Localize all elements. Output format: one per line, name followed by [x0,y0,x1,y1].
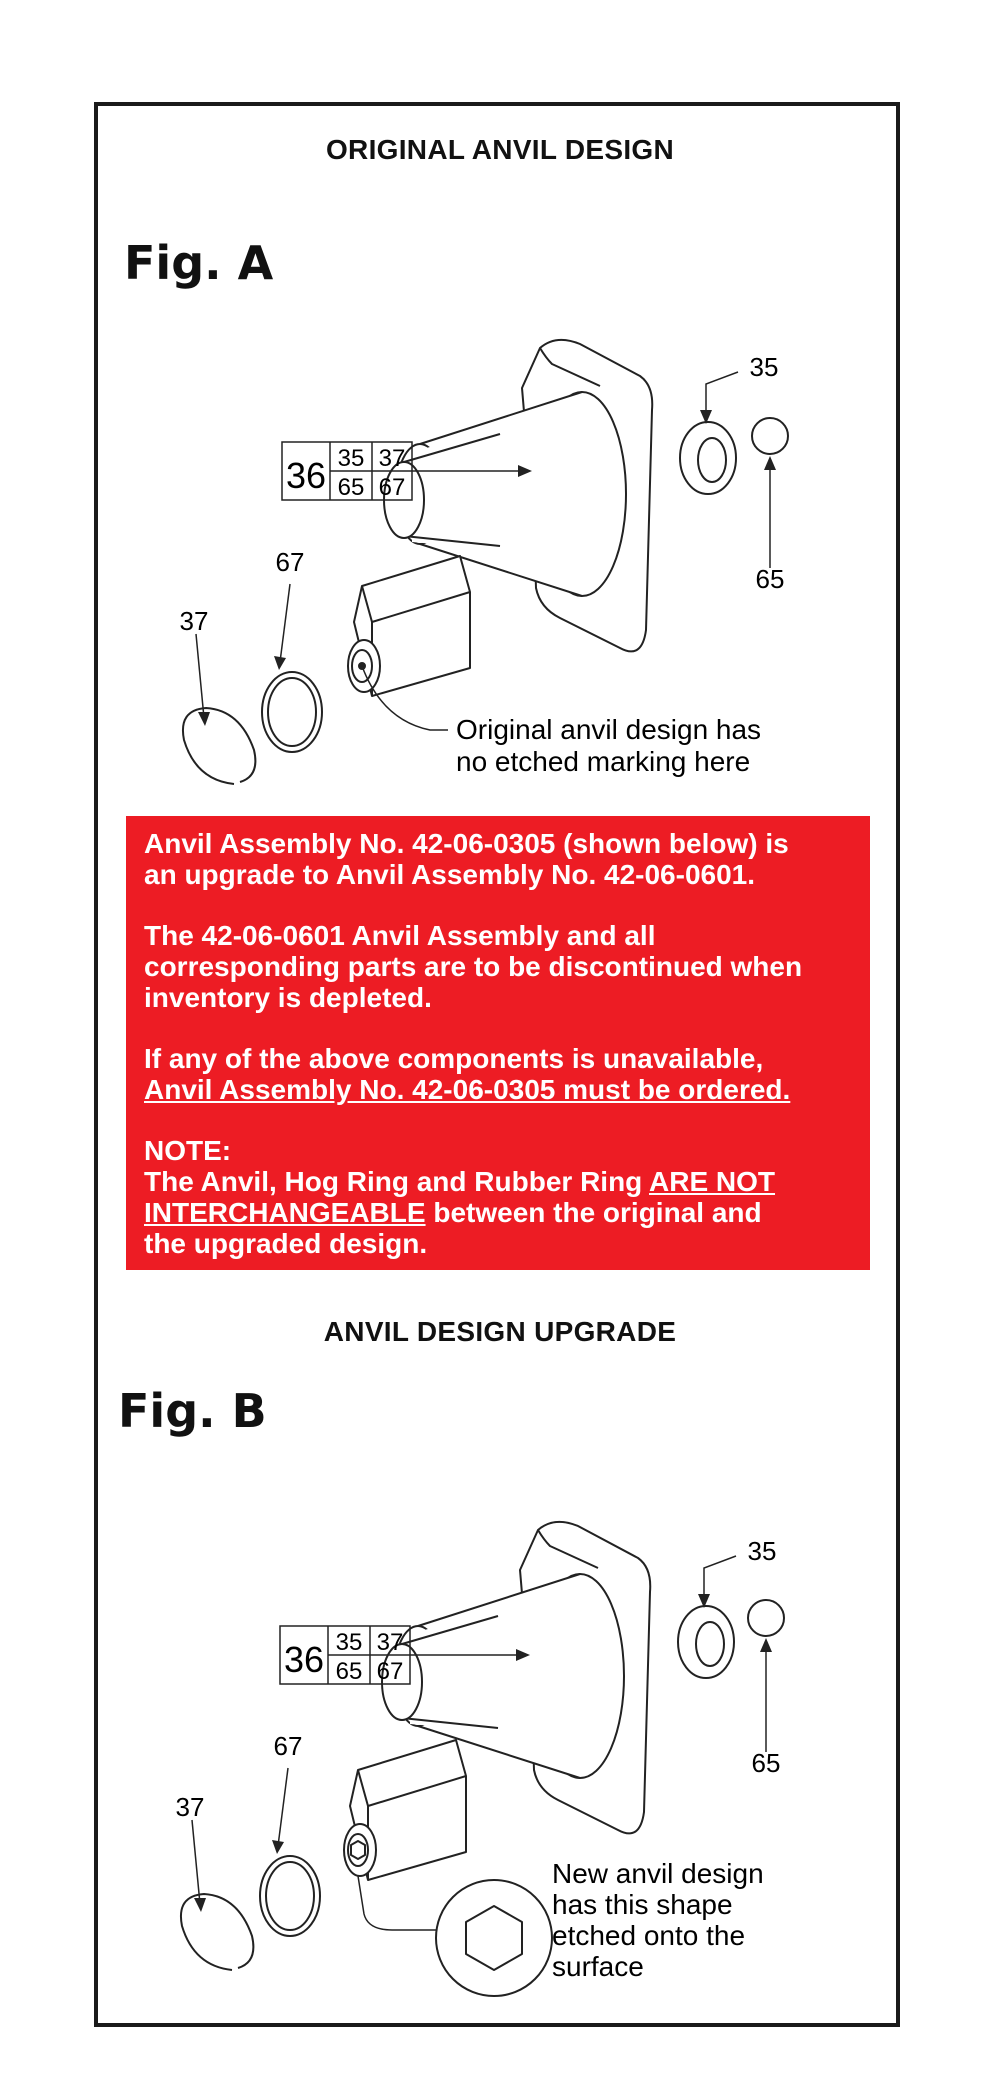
notice-note-title: NOTE: [144,1135,232,1166]
callout-65: 65 [751,1748,781,1778]
table-main-number: 36 [285,455,327,496]
table-cell-35: 35 [335,1629,363,1656]
notice-note-underline-2: INTERCHANGEABLE [144,1197,426,1228]
table-main-number: 36 [283,1639,325,1680]
notice-note [144,1135,852,1259]
table-cell-67: 67 [378,474,406,501]
notice-p2-line3: inventory is depleted. [144,982,432,1013]
original-note-line2: no etched marking here [456,746,751,777]
table-cell-65: 65 [337,474,365,501]
original-design-heading: ORIGINAL ANVIL DESIGN [325,134,675,165]
new-note-line3: etched onto the [552,1920,746,1951]
fig-b-illustration [0,1510,1000,2010]
callout-67: 67 [275,547,305,577]
new-note-line4: surface [552,1951,644,1982]
upgrade-notice-box [126,816,870,1270]
table-cell-37: 37 [376,1629,404,1656]
callout-37: 37 [175,1792,205,1822]
callout-37: 37 [179,606,209,636]
new-note-line1: New anvil design [552,1858,764,1889]
upgrade-design-heading: ANVIL DESIGN UPGRADE [323,1316,677,1347]
fig-a-label: Fig. A [124,236,274,290]
callout-35: 35 [747,1536,777,1566]
notice-p3-line2: Anvil Assembly No. 42-06-0305 must be ordered. [144,1074,791,1105]
original-note-line1: Original anvil design has [456,714,762,745]
notice-p3-line1: If any of the above components is unavailable, [144,1043,764,1074]
callout-67: 67 [273,1731,303,1761]
notice-note-end: the upgraded design. [144,1228,428,1259]
notice-paragraph-3 [144,1043,852,1105]
callout-65: 65 [755,564,785,594]
table-cell-65: 65 [335,1658,363,1685]
notice-paragraph-1 [144,828,852,890]
table-cell-35: 35 [337,445,365,472]
notice-paragraph-2 [144,920,852,1013]
notice-p1-line1: Anvil Assembly No. 42-06-0305 (shown below) is [144,828,789,859]
notice-note-underline-1: ARE NOT [649,1166,776,1197]
notice-p1-line2: an upgrade to Anvil Assembly No. 42-06-0601. [144,859,756,890]
table-cell-67: 67 [376,1658,404,1685]
new-note-line2: has this shape [552,1889,733,1920]
notice-note-pre: The Anvil, Hog Ring and Rubber Ring [144,1166,650,1197]
table-cell-37: 37 [378,445,406,472]
fig-a-illustration [0,330,1000,810]
callout-35: 35 [749,352,779,382]
notice-note-post: between the original and [425,1197,762,1228]
notice-p2-line2: corresponding parts are to be discontinued when [144,951,803,982]
notice-p2-line1: The 42-06-0601 Anvil Assembly and all [144,920,656,951]
fig-b-label: Fig. B [118,1384,267,1438]
